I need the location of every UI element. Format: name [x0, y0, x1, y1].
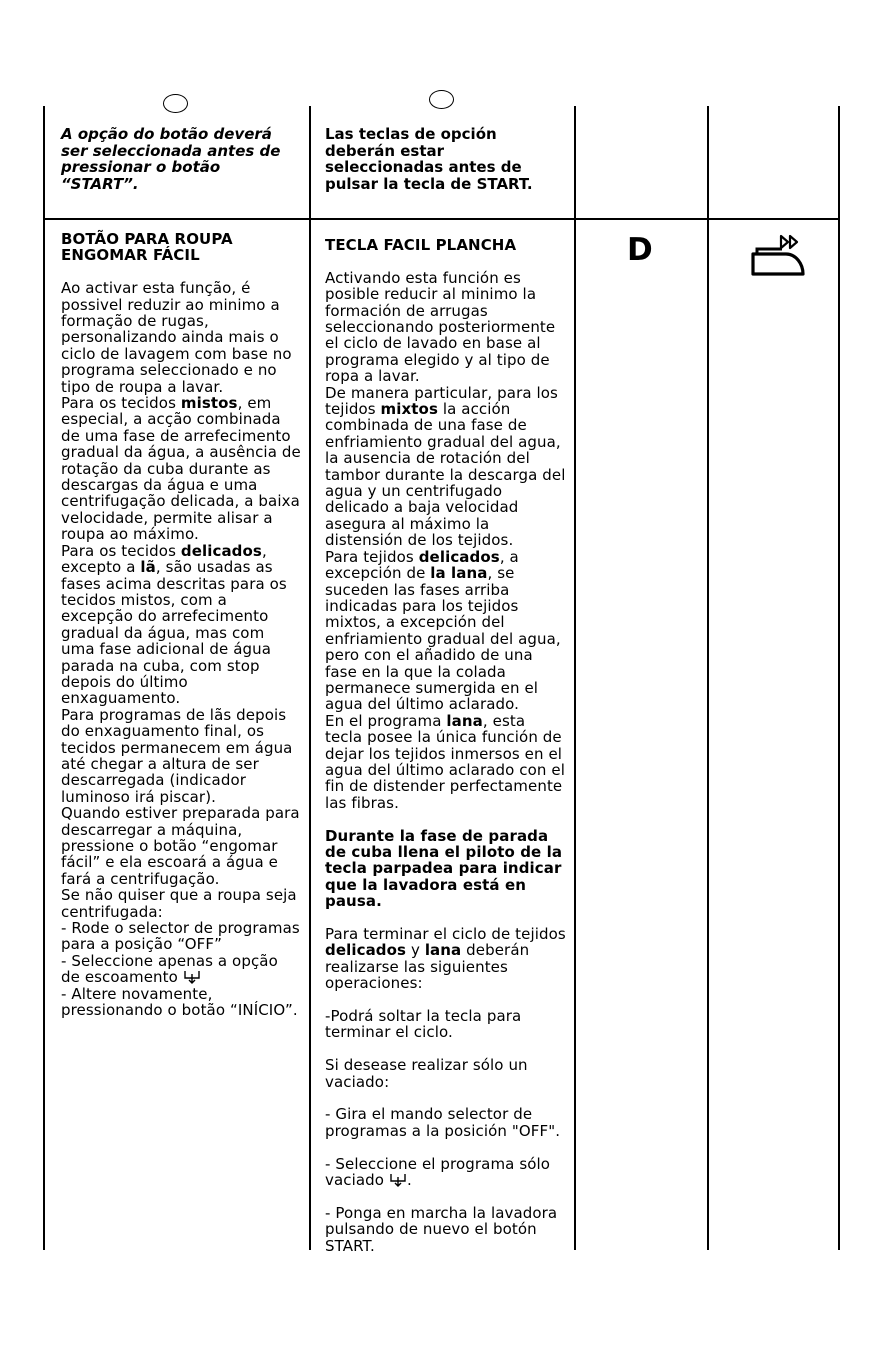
pt-title-line1: BOTÃO PARA ROUPA	[61, 230, 233, 248]
es-warning: Durante la fase de parada de cuba llena el piloto de la tecla parpadea para indicar que la lavadora está en pausa.	[325, 826, 563, 911]
pt-paragraph: Se não quiser que a roupa seja centrifugada:	[61, 886, 297, 921]
pt-step: - Rode o selector de programas para a posição “OFF”	[61, 919, 300, 954]
es-paragraph: De manera particular, para los tejidos mixtos la acción combinada de una fase de enfriamiento gradual del agua, la ausencia de rotación del tambor durante la descarga del agua y un centrifugado delicado a baja velocidad asegura al máximo la distensión de los tejidos.	[325, 383, 566, 550]
header-row-divider	[43, 218, 840, 220]
column-divider-3	[574, 106, 576, 1250]
column-divider-1	[43, 106, 45, 1250]
column-divider-5	[838, 106, 840, 1250]
es-title: TECLA FACIL PLANCHA	[325, 236, 517, 254]
language-flag-icon-pt	[163, 94, 188, 113]
button-letter: D	[627, 232, 653, 268]
header-note-pt: A opção do botão deverá ser seleccionada antes de pressionar o botão “START”.	[61, 125, 281, 193]
pt-paragraph: Para os tecidos delicados, excepto a lã, são usadas as fases acima descritas para os tecidos mistos, com a excepção do arrefecimento gradual da água, mas com uma fase adicional de água parada na cuba, com stop depois do último enxaguamento.	[61, 541, 287, 708]
es-paragraph: Para tejidos delicados, a excepción de la lana, se suceden las fases arriba indicadas para los tejidos mixtos, a excepción del enfriamiento gradual del agua, pero con el añadido de una fase en la que la colada permanece sumergida en el agua del último aclarado.	[325, 547, 561, 714]
iron-steam-icon	[748, 232, 806, 278]
es-paragraph: Para terminar el ciclo de tejidos delicados y lana deberán realizarse las siguientes operaciones:	[325, 925, 566, 993]
pt-paragraph: Para os tecidos mistos, em especial, a acção combinada de uma fase de arrefecimento gradual da água, a ausência de rotação da cuba durante as descargas da água e uma centrifugação delicada, a baixa velocidade, permite alisar a roupa ao máximo.	[61, 394, 301, 544]
column-pt	[61, 231, 301, 1018]
drain-icon	[389, 1172, 407, 1187]
pt-step: - Altere novamente, pressionando o botão “INÍCIO”.	[61, 984, 298, 1020]
column-divider-2	[309, 106, 311, 1250]
language-flag-icon-es	[429, 90, 454, 109]
pt-paragraph: Quando estiver preparada para descarregar a máquina, pressione o botão “engomar fácil” e ela escoará a água e fará a centrifugação.	[61, 804, 300, 888]
pt-step: - Seleccione apenas a opção de escoamento	[61, 951, 278, 987]
es-paragraph: Si desease realizar sólo un vaciado:	[325, 1056, 528, 1091]
es-step: -Podrá soltar la tecla para terminar el ciclo.	[325, 1007, 522, 1042]
header-note-es: Las teclas de opción deberán estar seleccionadas antes de pulsar la tecla de START.	[325, 125, 533, 193]
es-paragraph: Activando esta función es posible reducir al minimo la formación de arrugas seleccionando posteriormente el ciclo de lavado en base al programa elegido y al tipo de ropa a lavar.	[325, 268, 556, 386]
pt-paragraph: Para programas de lãs depois do enxaguamento final, os tecidos permanecem em água até chegar a altura de ser descarregada (indicador luminoso irá piscar).	[61, 705, 293, 806]
drain-icon	[183, 969, 201, 984]
es-step: - Gira el mando selector de programas a la posición "OFF".	[325, 1105, 561, 1140]
es-step: - Ponga en marcha la lavadora pulsando de nuevo el botón START.	[325, 1203, 558, 1255]
es-paragraph: En el programa lana, esta tecla posee la única función de dejar los tejidos inmersos en el agua del último aclarado con el fin de distender perfectamente las fibras.	[325, 711, 565, 812]
column-es	[325, 237, 567, 1254]
es-step: - Seleccione el programa sólo vaciado .	[325, 1154, 551, 1190]
column-divider-4	[707, 106, 709, 1250]
pt-paragraph: Ao activar esta função, é possivel reduzir ao minimo a formação de rugas, personalizando ainda mais o ciclo de lavagem com base no programa seleccionado e no tipo de roupa a lavar.	[61, 279, 292, 396]
pt-title-line2: ENGOMAR FÁCIL	[61, 246, 200, 265]
